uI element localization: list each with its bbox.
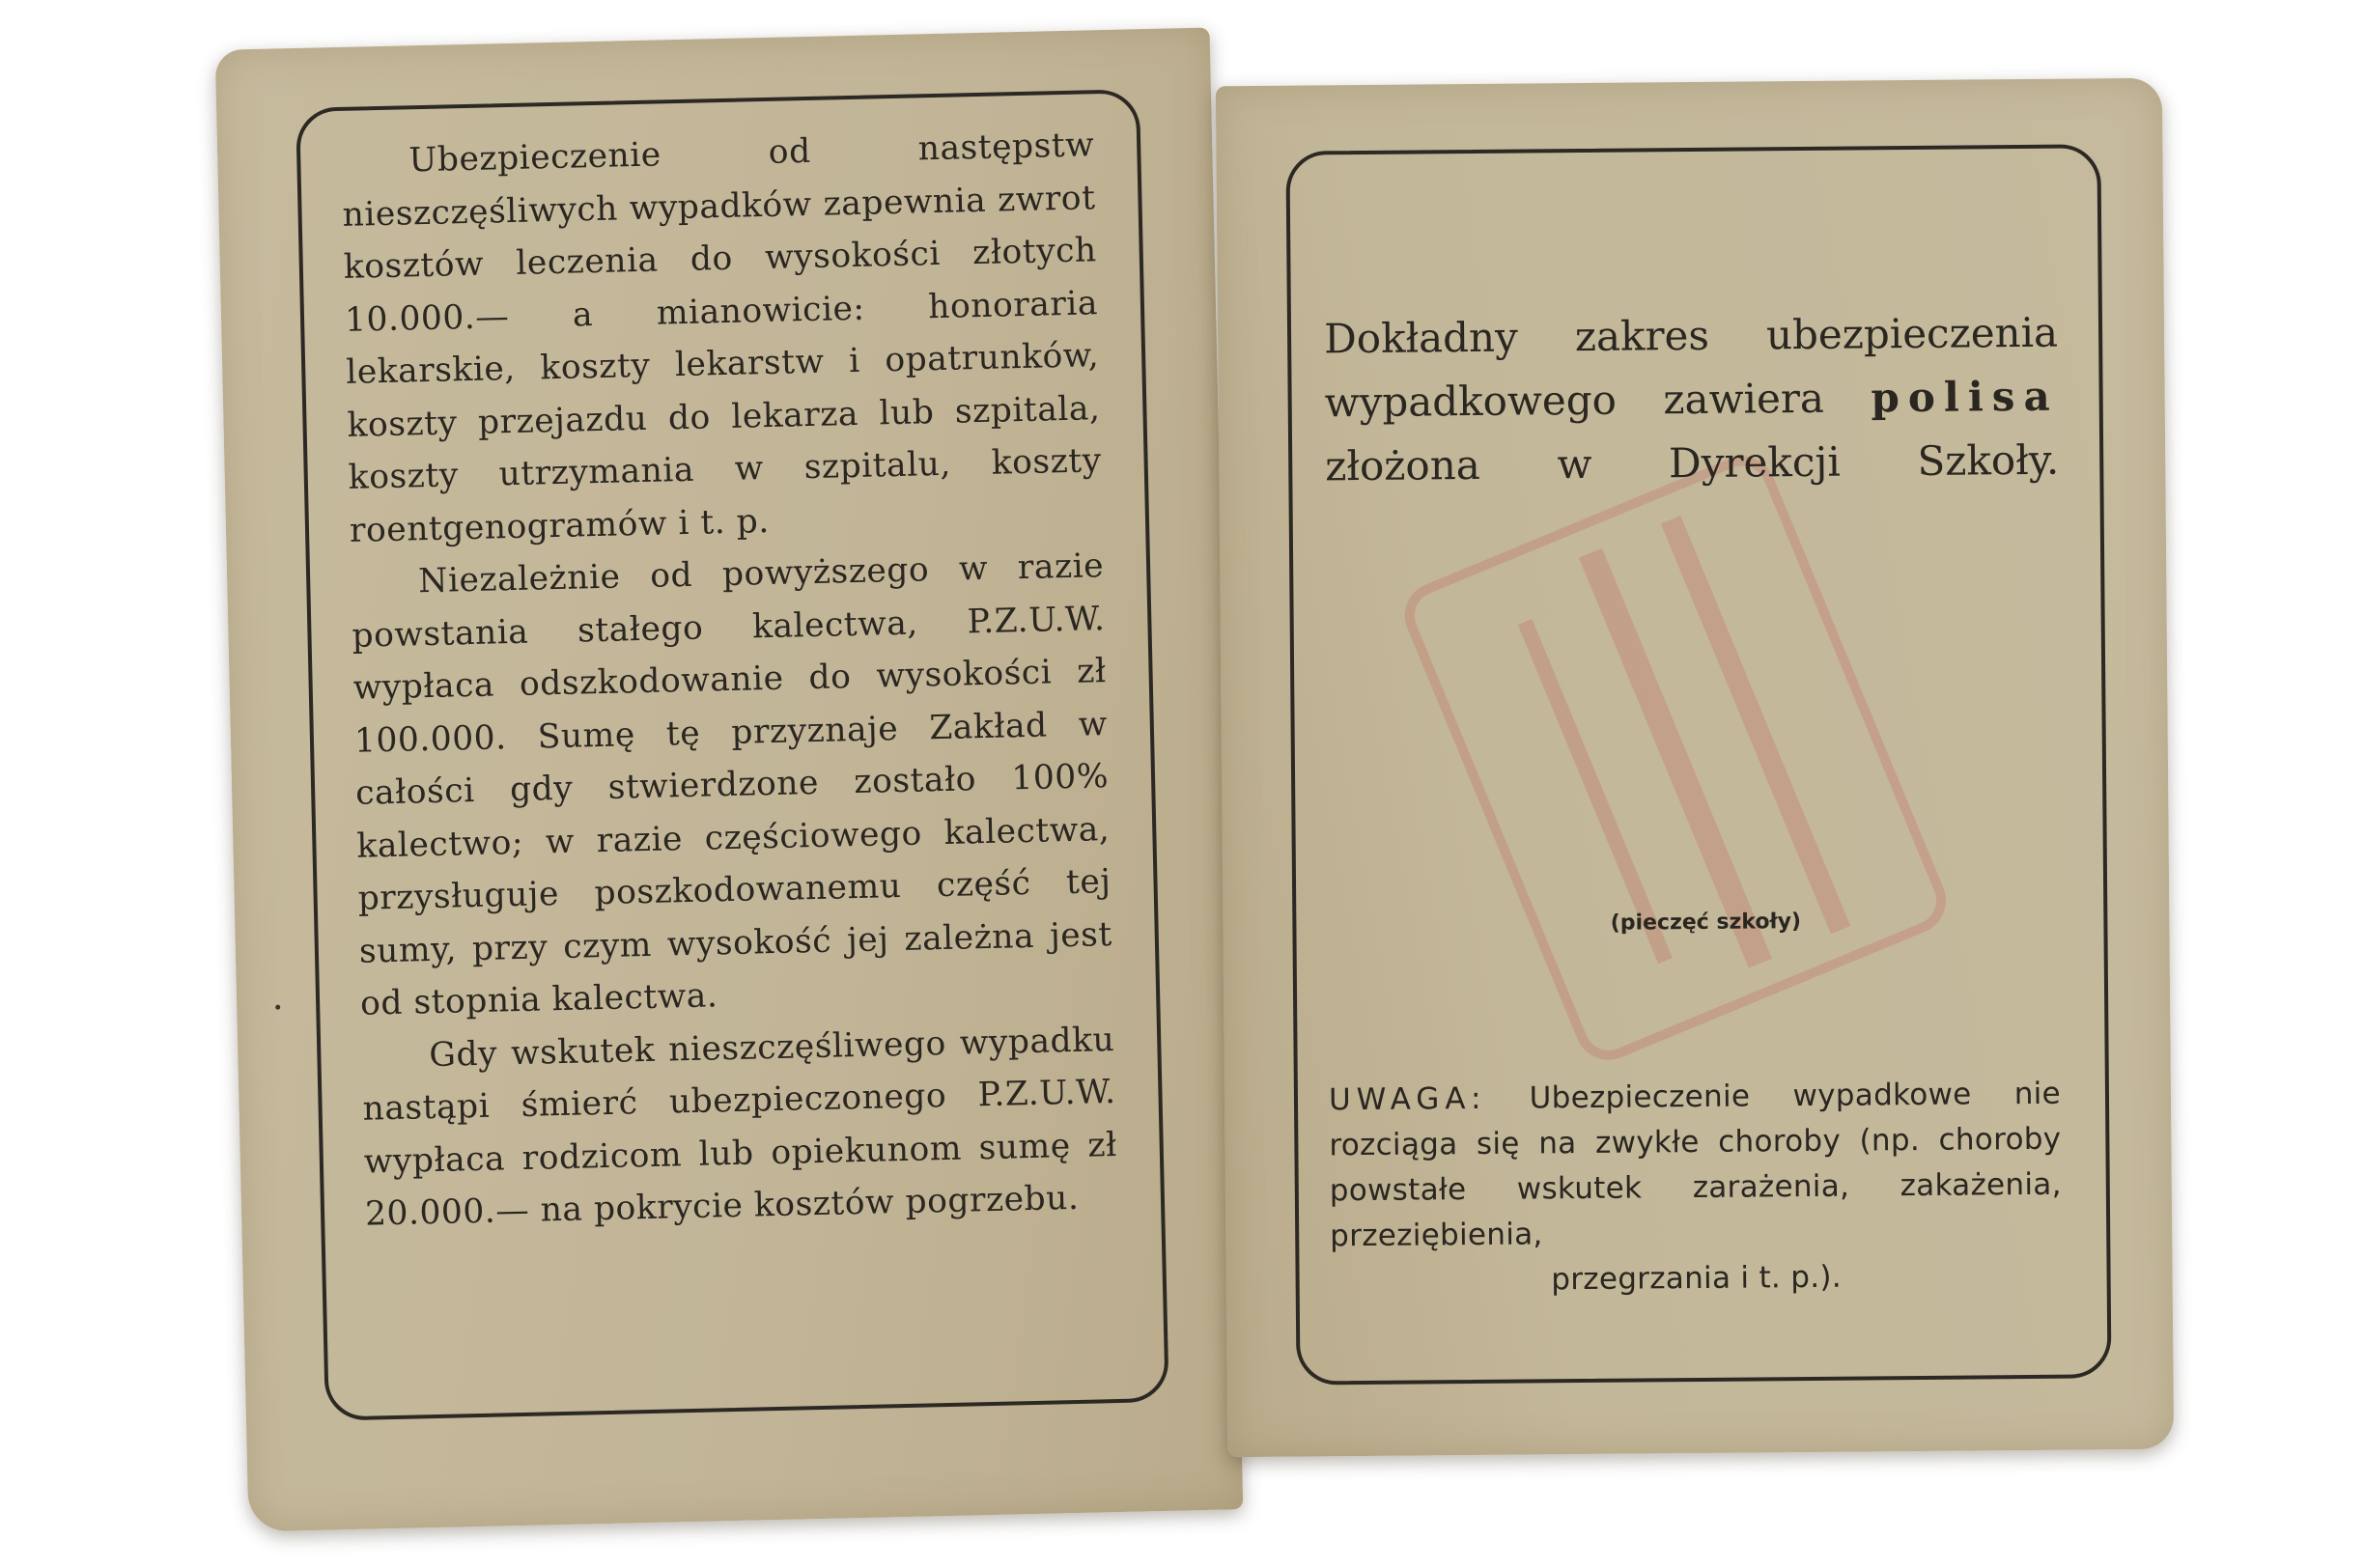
paragraph-disability: Niezależnie od powyższego w razie powstania stałego kalectwa, P.Z.U.W. wypłaca odszkodowanie do wysokości zł 100.000. Sumę tę przyznaje Zakład w całości gdy stwierdzone zostało 100% kalectwo; w razie częściowego kalectwa, przysługuje poszkodowanemu część tej sumy, przy czym wysokość jej zależna jest od stopnia kalectwa. (352, 546, 1113, 1023)
warning-note (1329, 1072, 2063, 1305)
paper-speck (275, 1005, 280, 1010)
insurance-terms-text (341, 119, 1119, 1241)
paragraph-death-benefit: Gdy wskutek nieszczęśliwego wypadku nastąpi śmierć ubezpieczonego P.Z.U.W. wypłaca rodzicom lub opiekunom sumę zł 20.000.— na pokrycie kosztów pogrzebu. (362, 1020, 1118, 1234)
policy-heading-text-end: złożona w Dyrekcji Szkoły. (1325, 435, 2060, 490)
policy-heading (1324, 301, 2060, 499)
stamp-caption: (pieczęć szkoły) (1610, 910, 1802, 936)
policy-heading-text: Dokładny zakres ubezpieczenia wypadkowego zawiera (1323, 308, 2059, 427)
left-page (215, 28, 1244, 1532)
warning-label: UWAGA: (1328, 1080, 1487, 1118)
warning-text-end: przegrzania i t. p.). (1551, 1259, 1843, 1298)
policy-heading-emphasis: polisa (1871, 372, 2059, 422)
paragraph-treatment-costs: Ubezpieczenie od następstw nieszczęśliwych wypadków zapewnia zwrot kosztów leczenia do wysokości złotych 10.000.— a mianowicie: honoraria lekarskie, koszty lekarstw i opatrunków, koszty przejazdu do lekarza lub szpitala, koszty utrzymania w szpitalu, koszty roentgenogramów i t. p. (342, 126, 1103, 550)
right-page (1216, 78, 2174, 1457)
warning-text: Ubezpieczenie wypadkowe nie rozciąga się na zwykłe choroby (np. choroby powstałe wskutek zarażenia, zakażenia, przeziębienia, (1329, 1076, 2062, 1254)
